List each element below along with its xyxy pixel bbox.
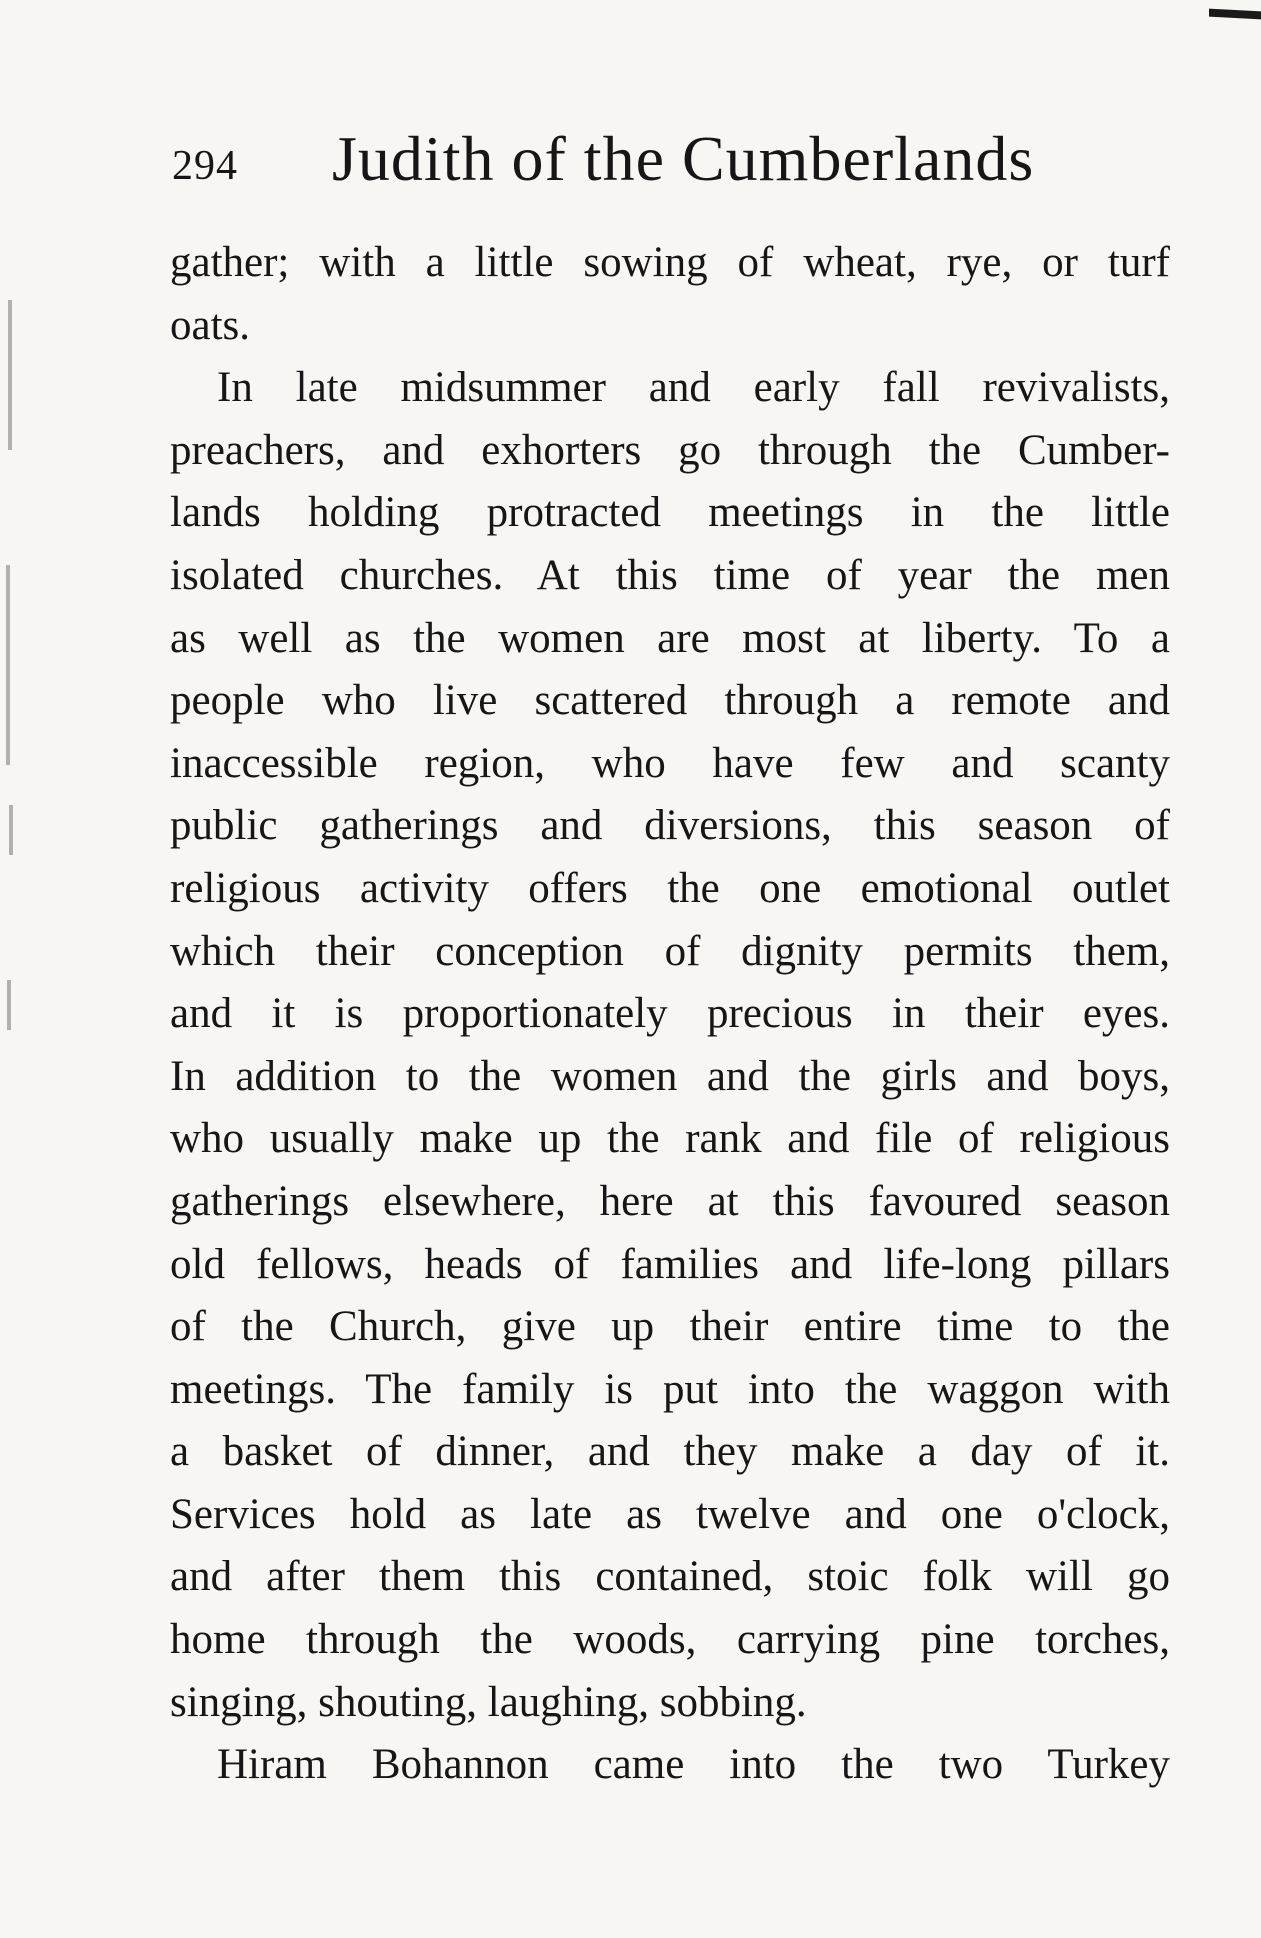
text-line: singing, shouting, laughing, sobbing.: [170, 1678, 807, 1726]
text-line: Hiram Bohannon came into the two Turkey: [217, 1741, 1170, 1789]
page-number: 294: [172, 143, 238, 189]
text-line: as well as the women are most at liberty. To a: [170, 614, 1170, 662]
text-line: Services hold as late as twelve and one o'clock,: [170, 1490, 1170, 1538]
text-line: and it is proportionately precious in their eyes.: [170, 990, 1170, 1038]
text-line: In addition to the women and the girls and boys,: [170, 1052, 1170, 1100]
running-head: [172, 122, 1172, 192]
text-line: a basket of dinner, and they make a day of it.: [170, 1428, 1170, 1476]
text-line: religious activity offers the one emotional outlet: [170, 864, 1170, 912]
text-line: people who live scattered through a remote and: [170, 677, 1170, 725]
text-line: old fellows, heads of families and life-long pillars: [170, 1240, 1170, 1288]
text-line: of the Church, give up their entire time to the: [170, 1303, 1170, 1351]
text-line: gather; with a little sowing of wheat, rye, or turf: [170, 239, 1170, 286]
text-line: home through the woods, carrying pine torches,: [170, 1616, 1170, 1664]
text-line: meetings. The family is put into the waggon with: [170, 1365, 1170, 1413]
margin-specks: [0, 300, 20, 1300]
text-line: public gatherings and diversions, this season of: [170, 802, 1170, 850]
text-line: gatherings elsewhere, here at this favoured season: [170, 1177, 1170, 1225]
text-line: inaccessible region, who have few and scanty: [170, 739, 1170, 787]
scan-edge-mark: [1209, 9, 1261, 20]
body-text: [170, 232, 1170, 1797]
book-title: Judith of the Cumberlands: [332, 123, 1035, 194]
text-line: preachers, and exhorters go through the Cumber-: [170, 426, 1170, 474]
text-line: and after them this contained, stoic folk will go: [170, 1553, 1170, 1601]
text-line: isolated churches. At this time of year the men: [170, 551, 1170, 599]
text-line: which their conception of dignity permits them,: [170, 927, 1170, 975]
text-line: In late midsummer and early fall revivalists,: [217, 364, 1170, 412]
text-line: lands holding protracted meetings in the little: [170, 489, 1170, 537]
text-line: who usually make up the rank and file of religious: [170, 1115, 1170, 1163]
text-line: oats.: [170, 301, 251, 349]
